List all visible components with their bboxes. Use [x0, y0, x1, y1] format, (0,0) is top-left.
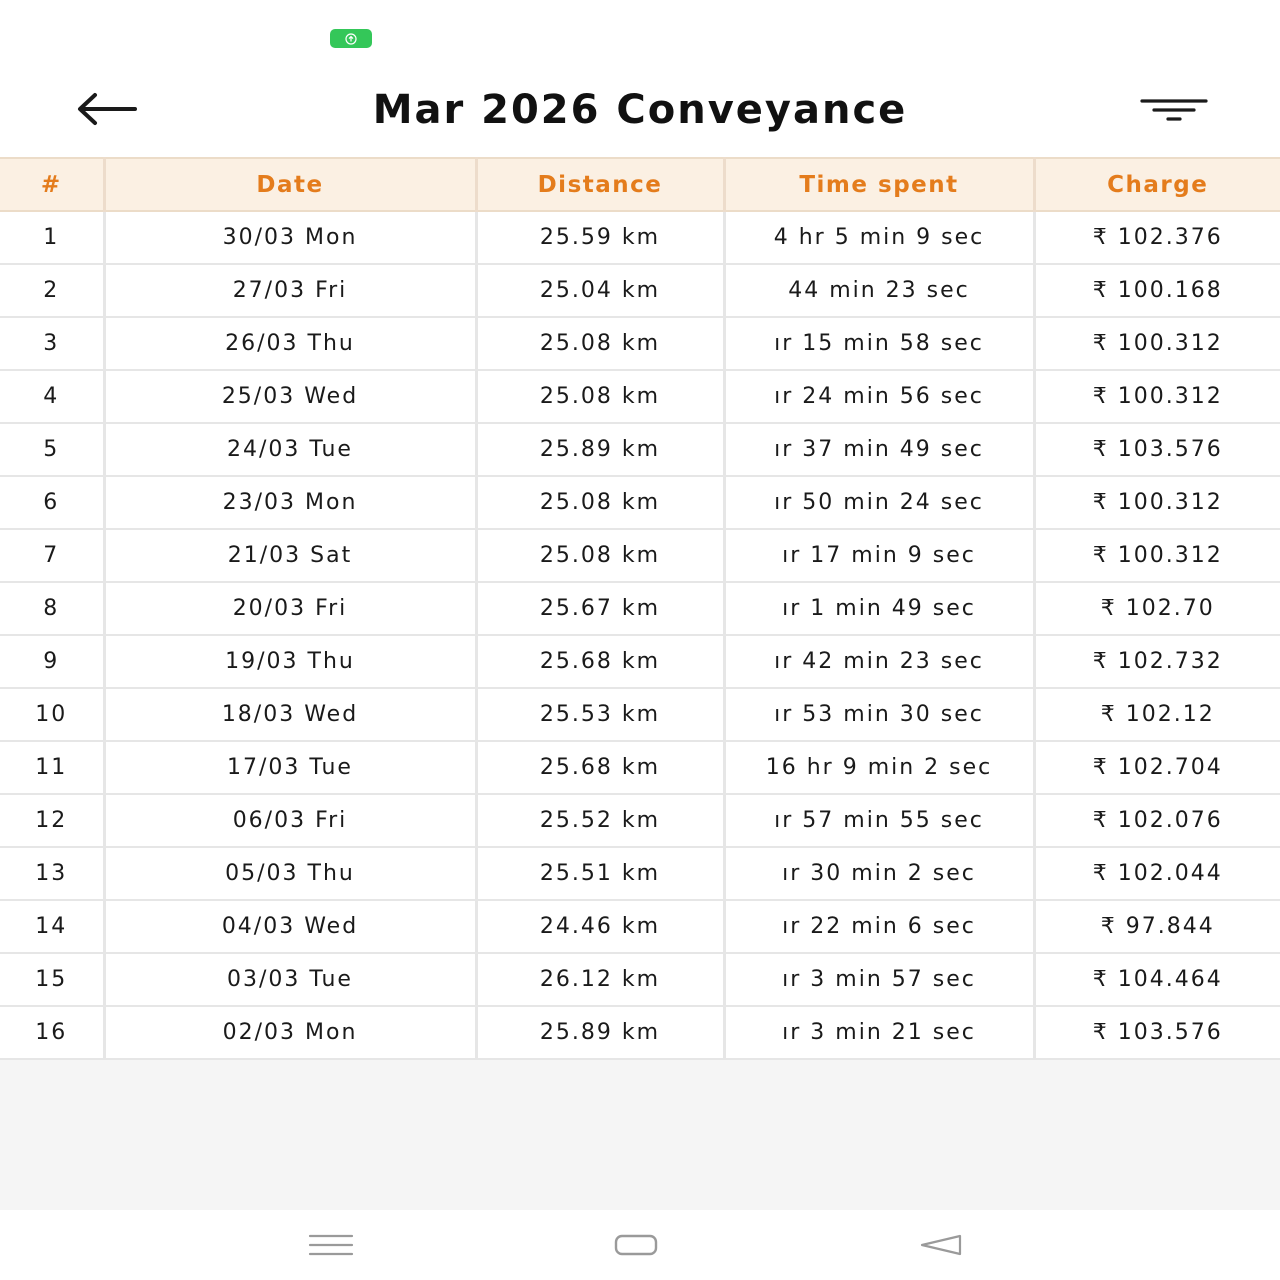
arrow-left-icon — [75, 92, 139, 126]
cell-distance: 25.08 km — [476, 529, 724, 582]
filter-button[interactable] — [1134, 90, 1214, 130]
home-icon — [613, 1233, 659, 1257]
cell-time-spent: ır 1 min 49 sec — [724, 582, 1034, 635]
cell-distance: 25.67 km — [476, 582, 724, 635]
cell-number: 10 — [0, 688, 104, 741]
table-row[interactable] — [0, 741, 1280, 794]
home-button[interactable] — [601, 1225, 671, 1265]
cell-time-spent: ır 15 min 58 sec — [724, 317, 1034, 370]
cell-distance: 25.04 km — [476, 264, 724, 317]
cell-distance: 25.08 km — [476, 370, 724, 423]
cell-distance: 25.89 km — [476, 1006, 724, 1059]
table-row[interactable] — [0, 1006, 1280, 1059]
table-row[interactable] — [0, 900, 1280, 953]
column-header-number[interactable]: # — [0, 158, 104, 211]
cell-distance: 25.68 km — [476, 635, 724, 688]
cell-date: 23/03 Mon — [104, 476, 476, 529]
cell-date: 03/03 Tue — [104, 953, 476, 1006]
cell-date: 04/03 Wed — [104, 900, 476, 953]
cell-number: 13 — [0, 847, 104, 900]
cell-charge: ₹ 102.044 — [1034, 847, 1280, 900]
cell-distance: 25.53 km — [476, 688, 724, 741]
table-row[interactable] — [0, 794, 1280, 847]
cell-charge: ₹ 102.12 — [1034, 688, 1280, 741]
table-row[interactable] — [0, 635, 1280, 688]
cell-date: 30/03 Mon — [104, 211, 476, 264]
cell-charge: ₹ 102.732 — [1034, 635, 1280, 688]
cell-date: 21/03 Sat — [104, 529, 476, 582]
cell-date: 06/03 Fri — [104, 794, 476, 847]
cell-date: 18/03 Wed — [104, 688, 476, 741]
column-header-charge[interactable]: Charge — [1034, 158, 1280, 211]
cell-date: 26/03 Thu — [104, 317, 476, 370]
cell-date: 20/03 Fri — [104, 582, 476, 635]
table-row[interactable] — [0, 211, 1280, 264]
table-row[interactable] — [0, 529, 1280, 582]
cell-time-spent: ır 42 min 23 sec — [724, 635, 1034, 688]
cell-time-spent: ır 3 min 57 sec — [724, 953, 1034, 1006]
cell-number: 12 — [0, 794, 104, 847]
cell-distance: 24.46 km — [476, 900, 724, 953]
table-row[interactable] — [0, 370, 1280, 423]
cell-time-spent: ır 57 min 55 sec — [724, 794, 1034, 847]
recent-apps-button[interactable] — [296, 1225, 366, 1265]
back-triangle-icon — [918, 1233, 964, 1257]
cell-number: 3 — [0, 317, 104, 370]
upload-status-icon — [330, 29, 372, 48]
page-title: Mar 2026 Conveyance — [372, 87, 908, 133]
cell-distance: 26.12 km — [476, 953, 724, 1006]
upload-icon — [340, 33, 362, 45]
cell-number: 9 — [0, 635, 104, 688]
cell-date: 02/03 Mon — [104, 1006, 476, 1059]
cell-charge: ₹ 100.312 — [1034, 370, 1280, 423]
app-bar — [0, 0, 1280, 157]
cell-time-spent: ır 3 min 21 sec — [724, 1006, 1034, 1059]
table-row[interactable] — [0, 847, 1280, 900]
cell-number: 8 — [0, 582, 104, 635]
table-row[interactable] — [0, 582, 1280, 635]
cell-charge: ₹ 104.464 — [1034, 953, 1280, 1006]
table-row[interactable] — [0, 264, 1280, 317]
cell-number: 16 — [0, 1006, 104, 1059]
cell-charge: ₹ 97.844 — [1034, 900, 1280, 953]
system-back-button[interactable] — [906, 1225, 976, 1265]
cell-charge: ₹ 103.576 — [1034, 423, 1280, 476]
table-row[interactable] — [0, 423, 1280, 476]
cell-charge: ₹ 100.312 — [1034, 529, 1280, 582]
column-header-distance[interactable]: Distance — [476, 158, 724, 211]
column-header-date[interactable]: Date — [104, 158, 476, 211]
conveyance-table-container[interactable] — [0, 157, 1280, 1060]
cell-distance: 25.52 km — [476, 794, 724, 847]
cell-time-spent: ır 24 min 56 sec — [724, 370, 1034, 423]
cell-time-spent: ır 53 min 30 sec — [724, 688, 1034, 741]
cell-time-spent: 16 hr 9 min 2 sec — [724, 741, 1034, 794]
cell-distance: 25.68 km — [476, 741, 724, 794]
cell-number: 5 — [0, 423, 104, 476]
cell-time-spent: ır 50 min 24 sec — [724, 476, 1034, 529]
cell-charge: ₹ 102.076 — [1034, 794, 1280, 847]
cell-number: 11 — [0, 741, 104, 794]
system-navigation-bar — [0, 1210, 1280, 1280]
cell-charge: ₹ 102.70 — [1034, 582, 1280, 635]
cell-distance: 25.59 km — [476, 211, 724, 264]
cell-charge: ₹ 100.168 — [1034, 264, 1280, 317]
cell-time-spent: ır 30 min 2 sec — [724, 847, 1034, 900]
back-button[interactable] — [70, 84, 144, 134]
column-header-time-spent[interactable]: Time spent — [724, 158, 1034, 211]
cell-number: 2 — [0, 264, 104, 317]
cell-distance: 25.89 km — [476, 423, 724, 476]
table-row[interactable] — [0, 317, 1280, 370]
cell-time-spent: ır 17 min 9 sec — [724, 529, 1034, 582]
cell-number: 1 — [0, 211, 104, 264]
cell-date: 27/03 Fri — [104, 264, 476, 317]
filter-icon — [1140, 98, 1208, 122]
cell-charge: ₹ 100.312 — [1034, 476, 1280, 529]
cell-number: 4 — [0, 370, 104, 423]
cell-charge: ₹ 100.312 — [1034, 317, 1280, 370]
cell-time-spent: ır 37 min 49 sec — [724, 423, 1034, 476]
cell-time-spent: ır 22 min 6 sec — [724, 900, 1034, 953]
cell-distance: 25.08 km — [476, 317, 724, 370]
cell-charge: ₹ 102.704 — [1034, 741, 1280, 794]
cell-charge: ₹ 103.576 — [1034, 1006, 1280, 1059]
cell-time-spent: 4 hr 5 min 9 sec — [724, 211, 1034, 264]
table-row[interactable] — [0, 953, 1280, 1006]
cell-number: 15 — [0, 953, 104, 1006]
cell-charge: ₹ 102.376 — [1034, 211, 1280, 264]
table-row[interactable] — [0, 476, 1280, 529]
cell-distance: 25.08 km — [476, 476, 724, 529]
cell-date: 25/03 Wed — [104, 370, 476, 423]
menu-icon — [308, 1233, 354, 1257]
cell-number: 6 — [0, 476, 104, 529]
table-row[interactable] — [0, 688, 1280, 741]
cell-date: 17/03 Tue — [104, 741, 476, 794]
cell-number: 7 — [0, 529, 104, 582]
cell-date: 24/03 Tue — [104, 423, 476, 476]
cell-time-spent: 44 min 23 sec — [724, 264, 1034, 317]
conveyance-table — [0, 157, 1280, 1060]
cell-date: 05/03 Thu — [104, 847, 476, 900]
cell-date: 19/03 Thu — [104, 635, 476, 688]
cell-distance: 25.51 km — [476, 847, 724, 900]
table-header-row — [0, 158, 1280, 211]
cell-number: 14 — [0, 900, 104, 953]
